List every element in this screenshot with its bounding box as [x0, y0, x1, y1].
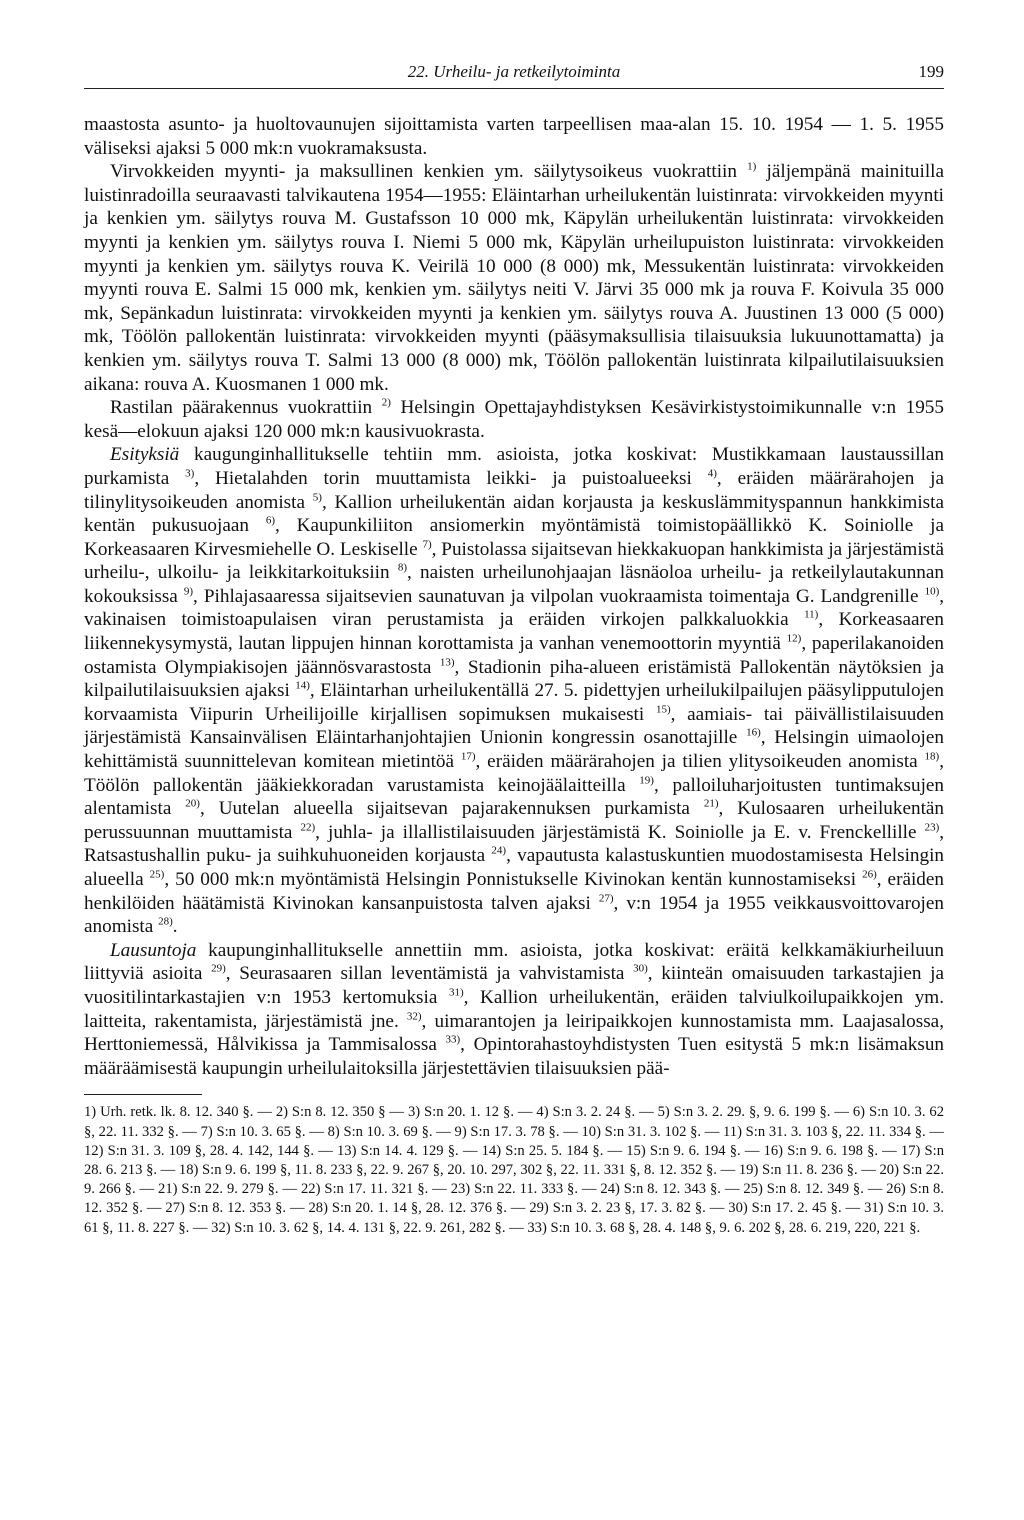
footnote-ref[interactable]: 7) — [422, 538, 432, 551]
footnote-ref[interactable]: 1) — [747, 160, 757, 173]
footnote-ref[interactable]: 17) — [460, 750, 476, 763]
footnote-ref[interactable]: 24) — [491, 845, 507, 858]
footnotes: 1) Urh. retk. lk. 8. 12. 340 §. — 2) S:n 8. 12. 350 § — 3) S:n 20. 1. 12 §. — 4) S:n 3. 2. 24 §. — 5) S:n 3. 2. 29. §, 9. 6. 199 §. — 6) S:n 10. 3. 62 §, 22. 11. 332 §. — 7) S:n 10. 3. 65 §. — 8) S:n 10. 3. 69 §. — 9) S:n 17. 3. 78 §. — 10) S:n 31. 3. 102 §. — 11) S:n 31. 3. 103 §, 22. 11. 334 §. — 12) S:n 31. 3. 109 §, 28. 4. 142, 144 §. — 13) S:n 14. 4. 129 §. — 14) S:n 25. 5. 184 §. — 15) S:n 9. 6. 194 §. — 16) S:n 9. 6. 198 §. — 17) S:n 28. 6. 213 §. — 18) S:n 9. 6. 199 §, 11. 8. 233 §, 22. 9. 267 §, 20. 10. 297, 302 §, 22. 11. 331 §, 8. 12. 352 §. — 19) S:n 11. 8. 236 §. — 20) S:n 22. 9. 266 §. — 21) S:n 22. 9. 279 §. — 22) S:n 17. 11. 321 §. — 23) S:n 22. 11. 333 §. — 24) S:n 8. 12. 343 §. — 25) S:n 8. 12. 349 §. — 26) S:n 8. 12. 352 §. — 27) S:n 8. 12. 353 §. — 28) S:n 20. 1. 14 §, 28. 12. 376 §. — 29) S:n 3. 2. 23 §, 17. 3. 82 §. — 30) S:n 17. 2. 45 §. — 31) S:n 10. 3. 61 §, 11. 8. 227 §. — 32) S:n 10. 3. 62 §, 14. 4. 131 §, 22. 9. 261, 282 §. — 33) S:n 10. 3. 68 §, 28. 4. 148 §, 9. 6. 202 §, 28. 6. 219, 220, 221 §. — [84, 1104, 944, 1236]
footnote-ref[interactable]: 6) — [265, 514, 276, 527]
footnote-ref[interactable]: 31) — [448, 986, 464, 999]
footnote-ref[interactable]: 23) — [924, 821, 940, 834]
footnote-ref[interactable]: 15) — [655, 703, 671, 716]
footnote-ref[interactable]: 2) — [381, 396, 391, 409]
footnote-ref[interactable]: 18) — [924, 750, 940, 763]
footnote-ref[interactable]: 5) — [312, 491, 322, 504]
running-title: 22. Urheilu- ja retkeilytoiminta — [407, 62, 621, 81]
paragraph-1: maastosta asunto- ja huoltovaunujen sijoittamista varten tarpeellisen maa-alan 15. 10. 1954 — 1. 5. 1955 väliseksi ajaksi 5 000 mk:n vuokramaksusta. — [84, 114, 944, 159]
footnote-ref[interactable]: 27) — [598, 892, 614, 905]
footnote-ref[interactable]: 3) — [185, 467, 195, 480]
lead-word: Esityksiä — [110, 444, 180, 466]
paragraph-2: Virvokkeiden myynti- ja maksullinen kenkien ym. säilytysoikeus vuokrattiin $^{1)}$ jäljempänä mainituilla luistinradoilla seuraavasti talvikautena 1954—1955: Eläintarhan urheilukentän luistinrata: virvokkeiden myynti ja kenkien ym. säilytys rouva M. Gustafsson 10 000 mk, Käpylän urheilukentän luistinrata: virvokkeiden myynti ja kenkien ym. säilytys rouva I. Niemi 5 000 mk, Käpylän urheilupuiston luistinrata: virvokkeiden myynti ja kenkien ym. säilytys rouva K. Veirilä 10 000 (8 000) mk, Messukentän luistinrata: virvokkeiden myynti rouva E. Salmi 15 000 mk, kenkien ym. säilytys neiti V. Järvi 35 000 mk ja rouva F. Koivula 35 000 mk, Sepänkadun luistinrata: virvokkeiden myynti ja kenkien ym. säilytys rouva A. Juustinen 13 000 (5 000) mk, Töölön pallokentän luistinrata: virvokkeiden myynti (pääsymaksullisia tilaisuuksia lukuunottamatta) ja kenkien ym. säilytys rouva T. Salmi 13 000 (8 000) mk, Töölön pallokentän luistinrata kilpailutilaisuuksien aikana: rouva A. Kuosmanen 1 000 mk. — [84, 160, 945, 395]
paragraph-4: Esityksiä kaugunginhallitukselle tehtiin mm. asioista, jotka koskivat: Mustikkamaan laustaussillan purkamista $^{3)}$, Hietalahden torin muuttamista leikki- ja puistoalueeksi $^{4)}$, eräiden määrärahojen ja tilinylitysoikeuden anomista $^{5)}$, Kallion urheilukentän aidan korjausta ja keskuslämmityspannun hankkimista kentän pukusuojaan $^{6)}$, Kaupunkiliiton ansiomerkin myöntämistä toimistopäällikkö K. Soiniolle ja Korkeasaaren Kirvesmiehelle O. Leskiselle $^{7)}$, Puistolassa sijaitsevan hiekkakuopan hankkimista ja järjestämistä urheilu-, ulkoilu- ja leikkitarkoituksiin $^{8)}$, naisten urheilunohjaajan läsnäoloa urheilu- ja retkeilylautakunnan kokouksissa $^{9)}$, Pihlajasaaressa sijaitsevien saunatuvan ja vilpolan vuokraamista toimentaja G. Landgrenille $^{10)}$, vakinaisen toimistoapulaisen viran perustamista ja eräiden virkojen palkkaluokkia $^{11)}$, Korkeasaaren liikennekysymystä, lautan lippujen hinnan korottamista ja vanhan venemoottorin myyntiä $^{12)}$, paperilakanoiden ostamista Olympiakisojen jäännösvarastosta $^{13)}$, Stadionin piha-alueen eristämistä Pallokentän näytöksien ja kilpailutilaisuuksien ajaksi $^{14)}$, Eläintarhan urheilukentällä 27. 5. pidettyjen urheilukilpailujen pääsylipputulojen korvaamista Viipurin Urheilijoille kirjallisen sopimuksen mukaisesti $^{15)}$, aamiais- tai päivällistilaisuuden järjestämistä Kansainvälisen Eläintarhanjohtajien Unionin kongressin osanottajille $^{16)}$, Helsingin uimaolojen kehittämistä suunnittelevan komitean mietintöä $^{17)}$, eräiden määrärahojen ja tilien ylitysoikeuden anomista $^{18)}$, Töölön pallokentän jääkiekkoradan varustamista keinojäälaitteilla $^{19)}$, palloiluharjoitusten tuntimaksujen alentamista $^{20)}$, Uutelan alueella sijaitsevan pajarakennuksen purkamista $^{21)}$, Kulosaaren urheilukentän perussuunnan muuttamista $^{22)}$, juhla- ja illallistilaisuuden järjestämistä K. Soiniolle ja E. v. Frenckellille $^{23)}$, Ratsastushallin puku- ja suihkuhuoneiden korjausta $^{24)}$, vapautusta kalastuskuntien muodostamisesta Helsingin alueella $^{25)}$, 50 000 mk:n myöntämistä Helsingin Ponnistukselle Kivinokan kentän kunnostamiseksi $^{26)}$, eräiden henkilöiden häätämistä Kivinokan kansanpuistosta talven ajaksi $^{27)}$, v:n 1954 ja 1955 veikkausvoittovarojen anomista $^{28)}$. — [84, 444, 945, 938]
footnote-ref[interactable]: 21) — [703, 797, 719, 810]
footnote-ref[interactable]: 33) — [445, 1033, 461, 1046]
footnote-ref[interactable]: 9) — [183, 585, 194, 598]
body-text — [84, 113, 944, 1080]
footnote-ref[interactable]: 13) — [439, 656, 455, 669]
running-header — [84, 58, 944, 89]
lead-word: Lausuntoja — [110, 939, 197, 961]
footnote-ref[interactable]: 32) — [406, 1010, 422, 1023]
footnote-ref[interactable]: 29) — [211, 962, 226, 975]
footnote-ref[interactable]: 25) — [149, 868, 165, 881]
footnote-ref[interactable]: 22) — [300, 821, 316, 834]
footnote-ref[interactable]: 19) — [639, 774, 654, 787]
footnote-ref[interactable]: 8) — [397, 561, 407, 574]
footnote-ref[interactable]: 28) — [158, 915, 173, 928]
footnote-ref[interactable]: 11) — [804, 609, 819, 622]
footnote-ref[interactable]: 14) — [295, 679, 310, 692]
footnote-ref[interactable]: 4) — [707, 467, 717, 480]
page-number: 199 — [918, 62, 944, 81]
footnote-ref[interactable]: 20) — [185, 797, 200, 810]
footnote-ref[interactable]: 26) — [862, 868, 877, 881]
footnote-ref[interactable]: 30) — [633, 962, 648, 975]
footnote-ref[interactable]: 16) — [746, 727, 761, 740]
footnote-ref[interactable]: 10) — [924, 585, 940, 598]
footnote-divider — [84, 1094, 202, 1095]
paragraph-3: Rastilan päärakennus vuokrattiin $^{2)}$ Helsingin Opettajayhdistyksen Kesävirkistystoimikunnalle v:n 1955 kesä—elokuun ajaksi 120 000 mk:n kausivuokrasta. — [84, 396, 944, 442]
footnote-ref[interactable]: 12) — [786, 632, 802, 645]
paragraph-5: Lausuntoja kaupunginhallitukselle annettiin mm. asioista, jotka koskivat: eräitä kelkkamäkiurheiluun liittyviä asioita $^{29)}$, Seurasaaren sillan leventämistä ja vahvistamista $^{30)}$, kiinteän omaisuuden tarkastajien ja vuositilintarkastajien v:n 1953 kertomuksia $^{31)}$, Kallion urheilukentän, eräiden talviulkoilupaikkojen ym. laitteita, rakentamista, järjestämistä jne. $^{32)}$, uimarantojen ja leiripaikkojen kunnostamista mm. Laajasalossa, Herttoniemessä, Hålvikissa ja Tammisalossa $^{33)}$, Opintorahastoyhdistysten Tuen esitystä 5 mk:n lisämaksun määräämisestä kaupungin urheilulaitoksilla järjestettävien tilaisuuksien pää- — [84, 939, 945, 1079]
